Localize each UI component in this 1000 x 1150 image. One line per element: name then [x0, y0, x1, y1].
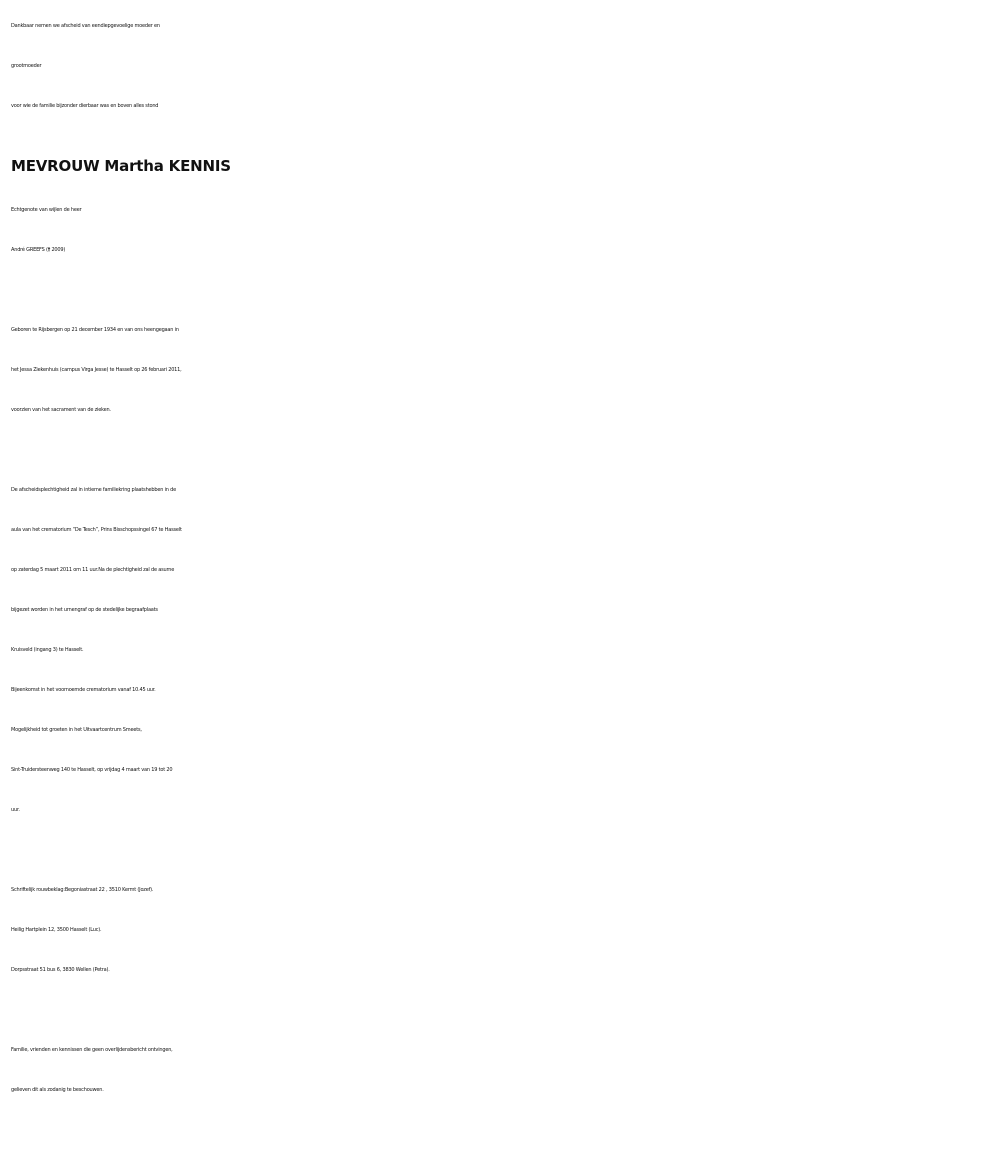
- condolences-line-3: Dorpsstraat 51 bus 6, 3830 Wellen (Petra).: [11, 967, 110, 973]
- ceremony-line-2: aula van het crematorium “De Tesch”, Prins Bisschopssingel 67 te Hasselt: [11, 527, 182, 533]
- spacer: [11, 430, 991, 470]
- condolences-section: [11, 870, 991, 990]
- birth-death-line-2: het Jessa Ziekenhuis (campus Virga Jesse) te Hasselt op 26 februari 2011,: [11, 367, 182, 373]
- spouse-name: André GREEFS (: [11, 247, 48, 253]
- spacer: [11, 270, 991, 310]
- intro-line-1: Dankbaar nemen we afscheid van eendiepgevoelige moeder en: [11, 23, 160, 29]
- ceremony-line-6: Bijeenkomst in het voornoemde crematorium vanaf 10.45 uur.: [11, 687, 156, 693]
- deceased-name: MEVROUW Martha KENNIS: [11, 157, 231, 175]
- ceremony-section: [11, 470, 991, 830]
- ceremony-line-7: Mogelijkheid tot groeten in het Uitvaartcentrum Smeets,: [11, 727, 142, 733]
- closing-line-2: gelieven dit als zodanig te beschouwen.: [11, 1087, 104, 1093]
- ceremony-line-5: Kruisveld (ingang 3) te Hasselt.: [11, 647, 84, 653]
- ceremony-line-1: De afscheidsplechtigheid zal in intieme familiekring plaatshebben in de: [11, 487, 177, 493]
- ceremony-line-9: uur.: [11, 807, 20, 813]
- spacer: [11, 990, 991, 1030]
- intro-section: [11, 6, 991, 126]
- closing-line-1: Familie, vrienden en kennissen die geen overlijdensbericht ontvingen,: [11, 1047, 173, 1053]
- spouse-death-year: 2009): [50, 247, 66, 253]
- deceased-section: [11, 142, 991, 270]
- birth-death-line-1: Geboren te Rijsbergen op 21 december 1934 en van ons heengegaan in: [11, 327, 179, 333]
- intro-line-3: voor wie de familie bijzonder dierbaar was en boven alles stond: [11, 103, 159, 109]
- birth-death-section: [11, 310, 991, 430]
- condolences-line-1: Schriftelijk rouwbeklag:Begoniastraat 22 , 3510 Kermt (Jozef).: [11, 887, 154, 893]
- obituary-notice: [11, 6, 991, 1110]
- birth-death-line-3: voorzien van het sacrament van de zieken.: [11, 407, 111, 413]
- closing-section: [11, 1030, 991, 1110]
- intro-line-2: grootmoeder: [11, 63, 42, 69]
- condolences-line-2: Heilig Hartplein 12, 3500 Hasselt (Luc).: [11, 927, 102, 933]
- ceremony-line-4: bijgezet worden in het urnengraf op de stedelijke begraafplaats: [11, 607, 158, 613]
- spouse-line: Echtgenote van wijlen de heer: [11, 207, 82, 213]
- cross-icon: †: [47, 247, 51, 253]
- ceremony-line-8: Sint-Truidersteenweg 140 te Hasselt, op vrijdag 4 maart van 19 tot 20: [11, 767, 173, 773]
- spouse-name-line: [11, 230, 991, 270]
- spacer: [11, 830, 991, 870]
- ceremony-line-3: op zaterdag 5 maart 2011 om 11 uur.Na de plechtigheid zal de asurne: [11, 567, 175, 573]
